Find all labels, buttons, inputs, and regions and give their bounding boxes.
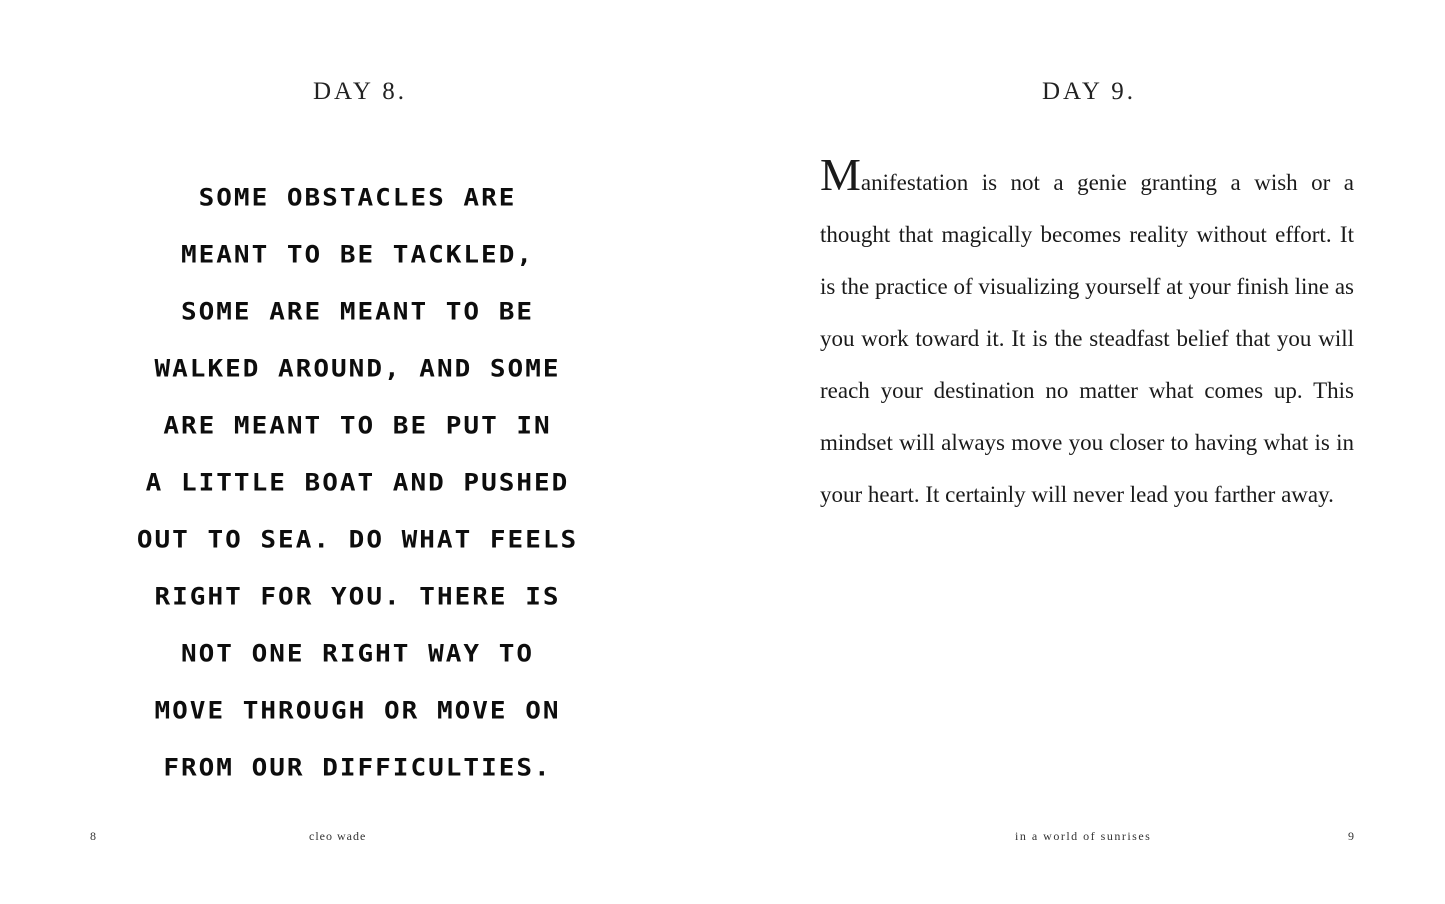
hand-lettered-poem [110,170,605,797]
left-page [0,0,722,904]
poem-line: SOME ARE MEANT TO BE [180,298,535,326]
day-9-heading: DAY 9. [1042,78,1136,105]
body-paragraph [820,149,1354,521]
page-number-left: 8 [90,829,97,843]
poem-line: WALKED AROUND, AND SOME [154,355,561,383]
poem-line: OUT TO SEA. DO WHAT FEELS [136,526,579,554]
poem-line: SOME OBSTACLES ARE [198,184,517,212]
poem-line: MOVE THROUGH OR MOVE ON [154,697,561,725]
poem-line: ARE MEANT TO BE PUT IN [163,412,552,440]
right-page [722,0,1445,904]
running-footer-author: cleo wade [309,829,367,843]
poem-line: A LITTLE BOAT AND PUSHED [145,469,570,497]
drop-cap: M [820,149,861,200]
poem-line: FROM OUR DIFFICULTIES. [163,754,552,782]
page-number-right: 9 [1348,829,1355,843]
poem-line: NOT ONE RIGHT WAY TO [180,640,535,668]
body-text: anifestation is not a genie granting a wish or a thought that magically becomes reality without effort. It is the practice of visualizing yourself at your finish line as you work toward it. It is the steadfast belief that you will reach your destination no matter what comes up. This mindset will always move you closer to having what is in your heart. It certainly will never lead you farther away. [820,170,1354,507]
poem-line: RIGHT FOR YOU. THERE IS [154,583,561,611]
poem-line: MEANT TO BE TACKLED, [180,241,535,269]
running-footer-title: in a world of sunrises [1015,829,1152,843]
day-8-heading: DAY 8. [313,78,407,105]
